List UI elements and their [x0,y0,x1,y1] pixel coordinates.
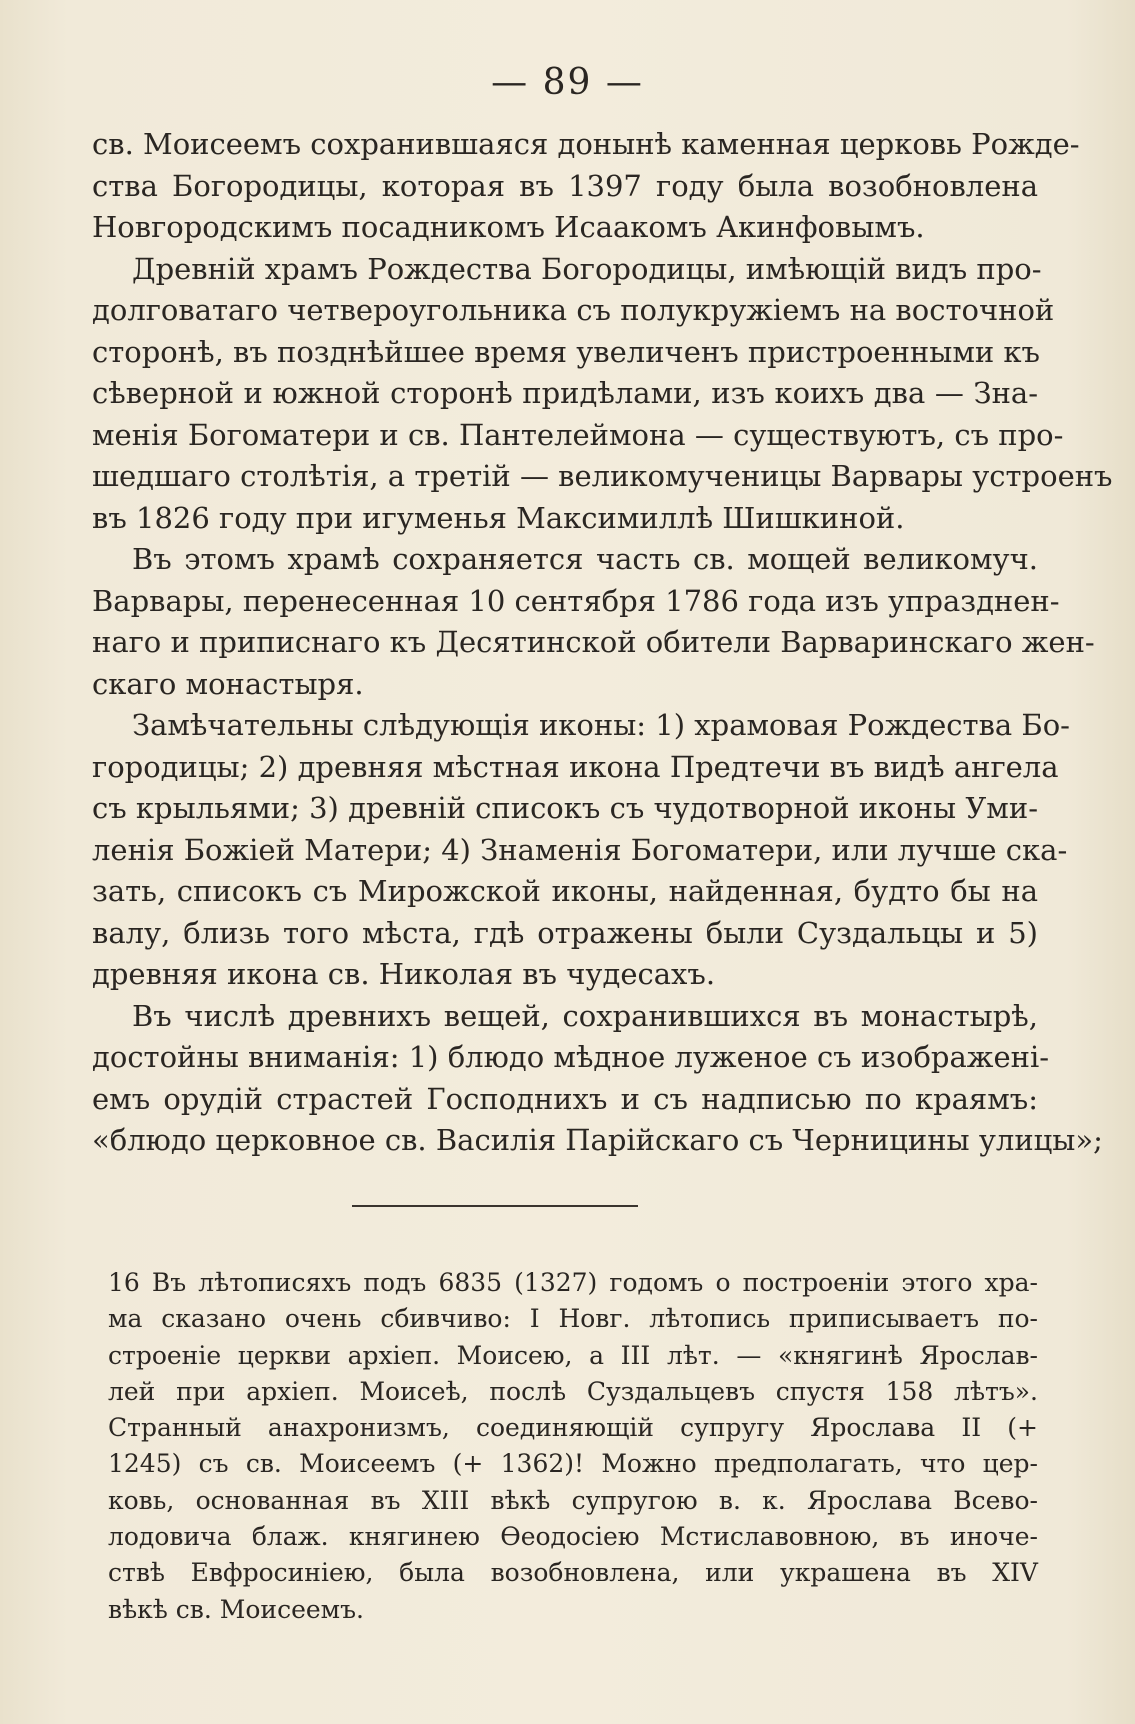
text-line: достойны вниманія: 1) блюдо мѣдное луженое съ изображені- [92,1040,1050,1074]
text-line: сторонѣ, въ позднѣйшее время увеличенъ пристроенными къ [92,334,1040,369]
text-line: шедшаго столѣтія, а третій — великомученицы Варвары устроенъ [92,459,1113,493]
text-line: Въ числѣ древнихъ вещей, сохранившихся въ монастырѣ, [132,998,1038,1033]
text-line: Древній храмъ Рождества Богородицы, имѣющій видъ про- [132,251,1042,286]
footnote-line: Странный анахронизмъ, соединяющій супругу Ярослава II (+ [108,1413,1038,1443]
text-line: долговатаго четвероугольника съ полукружіемъ на восточной [92,293,1055,327]
text-line: Новгородскимъ посадникомъ Исаакомъ Акинфовымъ. [92,210,925,244]
text-line: въ 1826 году при игуменья Максимиллѣ Шишкиной. [92,500,905,535]
footnote-line: строеніе церкви архіеп. Моисею, а III лѣт. — «княгинѣ Ярослав- [108,1340,1038,1370]
text-line: зать, списокъ съ Мирожской иконы, найденная, будто бы на [92,874,1038,908]
footnote-line: вѣкѣ св. Моисеемъ. [108,1594,364,1624]
text-line: ства Богородицы, которая въ 1397 году была возобновлена [92,168,1038,203]
page-number: — 89 — [491,62,644,103]
text-line: Замѣчательны слѣдующія иконы: 1) храмовая Рождества Бо- [132,708,1070,742]
footnote-line: лей при архіеп. Моисеѣ, послѣ Суздальцевъ спустя 158 лѣтъ». [108,1376,1038,1406]
text-line: городицы; 2) древняя мѣстная икона Предтечи въ видѣ ангела [92,749,1059,784]
text-line: менія Богоматери и св. Пантелеймона — существуютъ, съ про- [92,417,1064,452]
footnote-line: 16 Въ лѣтописяхъ подъ 6835 (1327) годомъ о построеніи этого хра- [108,1268,1038,1297]
footnote-line: 1245) съ св. Моисеемъ (+ 1362)! Можно предполагать, что цер- [108,1449,1038,1479]
text-line: скаго монастыря. [92,666,364,701]
text-line: древняя икона св. Николая въ чудесахъ. [92,957,716,991]
text-line: наго и приписнаго къ Десятинской обители Варваринскаго жен- [92,625,1095,659]
main-text [92,124,1113,1162]
text-line: валу, близь того мѣста, гдѣ отражены были Суздальцы и 5) [92,915,1038,950]
text-line: ленія Божіей Матери; 4) Знаменія Богоматери, или лучше ска- [92,832,1068,867]
text-line: «блюдо церковное св. Василія Парійскаго съ Черницины улицы»; [92,1123,1103,1157]
text-line: Въ этомъ храмѣ сохраняется часть св. мощей великомуч. [132,542,1038,576]
footnote [108,1265,1038,1628]
footnote-line: ма сказано очень сбивчиво: I Новг. лѣтопись приписываетъ по- [108,1304,1038,1334]
footnote-line: лодовича блаж. княгинею Ѳеодосіею Мстиславовною, въ иноче- [108,1522,1038,1552]
footnote-line: ствѣ Евфросиніею, была возобновлена, или украшена въ XIV [108,1558,1038,1588]
text-line: св. Моисеемъ сохранившаяся донынѣ каменная церковь Рожде- [92,127,1080,161]
text-line: емъ орудій страстей Господнихъ и съ надписью по краямъ: [92,1081,1038,1116]
footnote-line: ковь, основанная въ XIII вѣкѣ супругою в. к. Ярослава Всево- [108,1485,1038,1515]
text-line: Варвары, перенесенная 10 сентября 1786 года изъ упразднен- [92,583,1060,618]
text-line: съ крыльями; 3) древній списокъ съ чудотворной иконы Уми- [92,791,1038,825]
footnote-divider [352,1205,638,1207]
text-line: сѣверной и южной сторонѣ придѣлами, изъ коихъ два — Зна- [92,376,1038,410]
